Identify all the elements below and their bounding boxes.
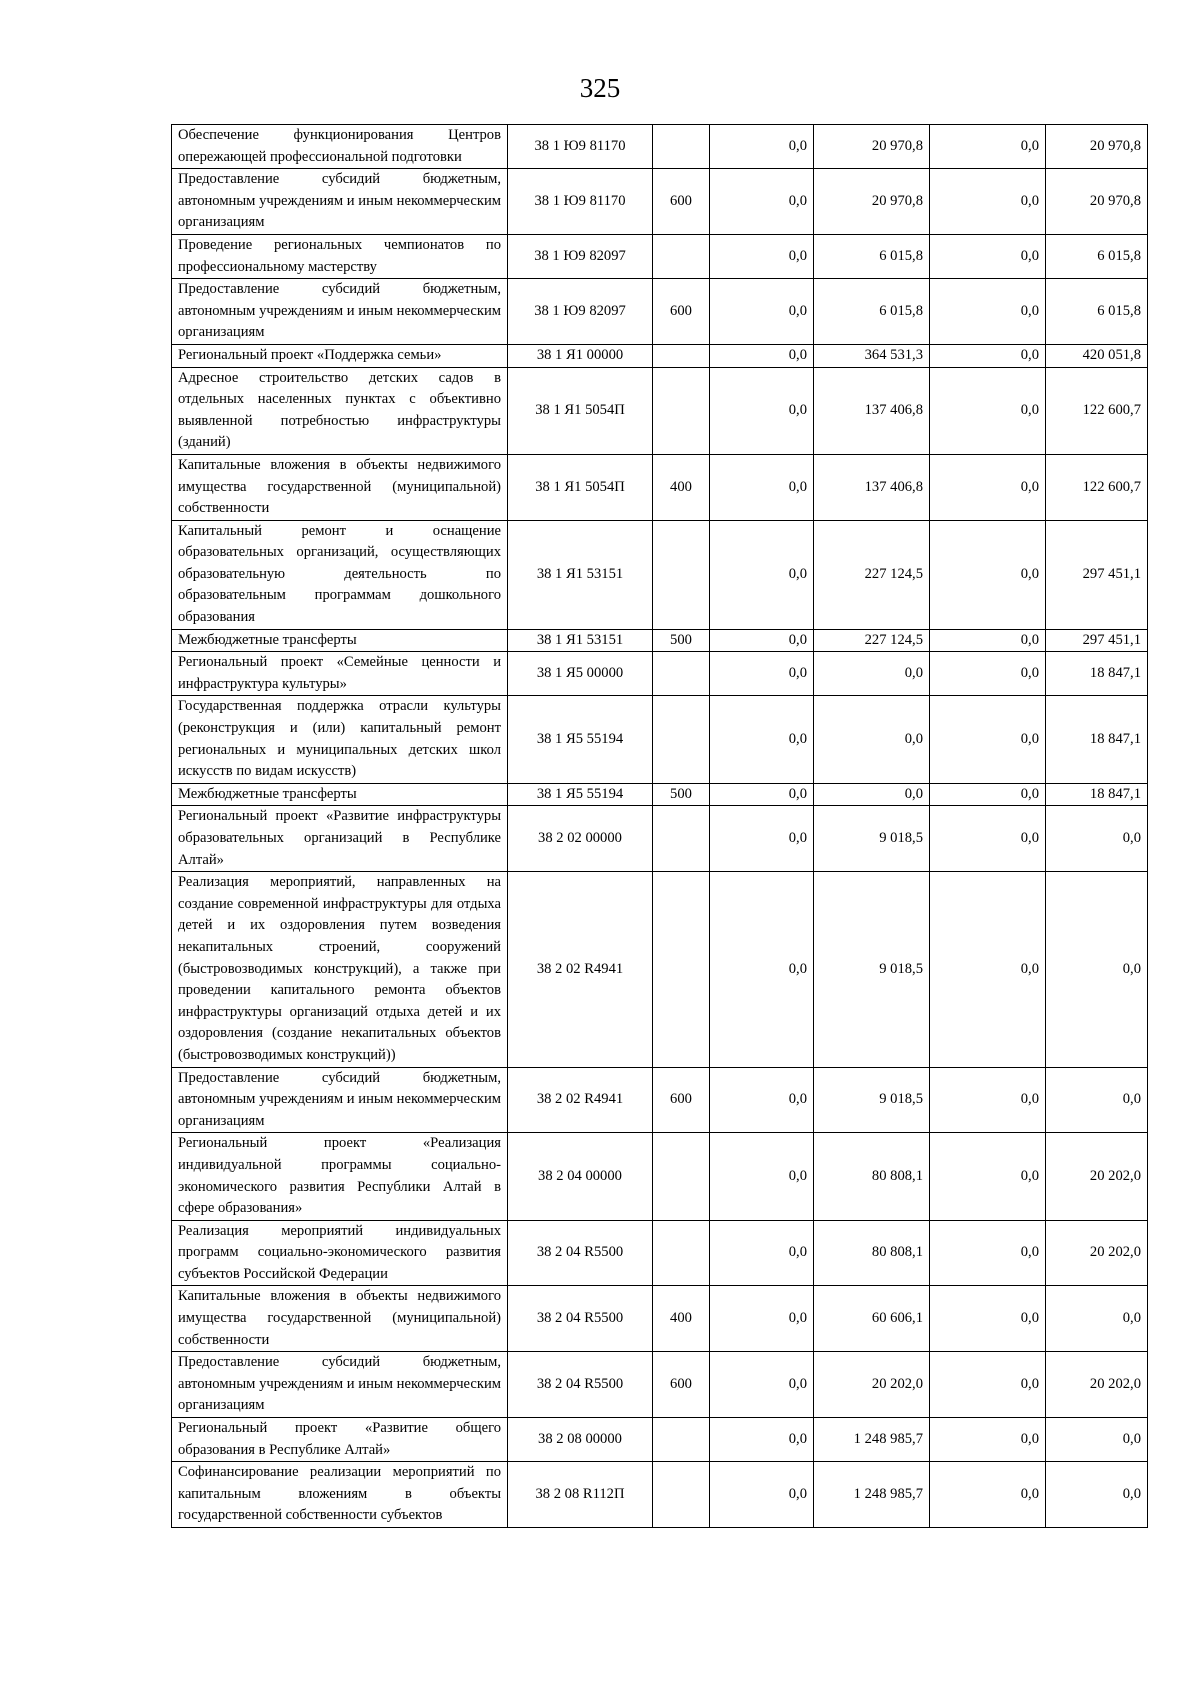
row-value-1-cell: 0,0 bbox=[710, 125, 814, 169]
row-value-1-cell: 0,0 bbox=[710, 872, 814, 1067]
row-expense-type-cell bbox=[653, 234, 710, 278]
row-value-2-cell: 364 531,3 bbox=[814, 344, 930, 367]
row-value-1-cell: 0,0 bbox=[710, 806, 814, 872]
row-code-cell: 38 1 Я5 55194 bbox=[508, 783, 653, 806]
row-value-1-cell: 0,0 bbox=[710, 1067, 814, 1133]
table-row bbox=[172, 1133, 1148, 1220]
row-value-1-cell: 0,0 bbox=[710, 783, 814, 806]
row-value-2-cell: 0,0 bbox=[814, 783, 930, 806]
row-code-cell: 38 1 Ю9 82097 bbox=[508, 279, 653, 345]
table-row bbox=[172, 783, 1148, 806]
row-code-cell: 38 2 02 R4941 bbox=[508, 1067, 653, 1133]
row-value-1-cell: 0,0 bbox=[710, 279, 814, 345]
row-value-4-cell: 6 015,8 bbox=[1046, 279, 1148, 345]
row-name-cell: Реализация мероприятий, направленных на создание современной инфраструктуры для отдыха детей и их оздоровления путем возведения некапитальных строений, сооружений (быстровозводимых конструкций), а также при проведении капитального ремонта объектов инфраструктуры организаций отдыха детей и их оздоровления (создание некапитальных объектов (быстровозводимых конструкций)) bbox=[172, 872, 508, 1067]
row-value-1-cell: 0,0 bbox=[710, 1286, 814, 1352]
row-name-cell: Региональный проект «Развитие общего образования в Республике Алтай» bbox=[172, 1418, 508, 1462]
row-value-3-cell: 0,0 bbox=[930, 1286, 1046, 1352]
row-value-3-cell: 0,0 bbox=[930, 520, 1046, 629]
row-value-4-cell: 420 051,8 bbox=[1046, 344, 1148, 367]
row-value-3-cell: 0,0 bbox=[930, 1462, 1046, 1528]
row-value-3-cell: 0,0 bbox=[930, 454, 1046, 520]
row-value-2-cell: 137 406,8 bbox=[814, 367, 930, 454]
row-value-4-cell: 297 451,1 bbox=[1046, 629, 1148, 652]
row-value-3-cell: 0,0 bbox=[930, 234, 1046, 278]
row-expense-type-cell: 400 bbox=[653, 1286, 710, 1352]
row-value-2-cell: 20 970,8 bbox=[814, 125, 930, 169]
row-value-2-cell: 9 018,5 bbox=[814, 872, 930, 1067]
row-value-4-cell: 18 847,1 bbox=[1046, 783, 1148, 806]
row-value-1-cell: 0,0 bbox=[710, 367, 814, 454]
row-code-cell: 38 2 04 00000 bbox=[508, 1133, 653, 1220]
row-value-1-cell: 0,0 bbox=[710, 1352, 814, 1418]
table-row bbox=[172, 520, 1148, 629]
row-value-4-cell: 122 600,7 bbox=[1046, 367, 1148, 454]
row-value-1-cell: 0,0 bbox=[710, 652, 814, 696]
row-value-2-cell: 9 018,5 bbox=[814, 806, 930, 872]
row-name-cell: Региональный проект «Реализация индивидуальной программы социально-экономического развития Республики Алтай в сфере образования» bbox=[172, 1133, 508, 1220]
row-value-2-cell: 20 202,0 bbox=[814, 1352, 930, 1418]
table-row bbox=[172, 367, 1148, 454]
row-value-2-cell: 1 248 985,7 bbox=[814, 1462, 930, 1528]
row-value-3-cell: 0,0 bbox=[930, 279, 1046, 345]
row-code-cell: 38 1 Ю9 82097 bbox=[508, 234, 653, 278]
row-name-cell: Капитальные вложения в объекты недвижимого имущества государственной (муниципальной) собственности bbox=[172, 1286, 508, 1352]
row-value-2-cell: 137 406,8 bbox=[814, 454, 930, 520]
row-value-3-cell: 0,0 bbox=[930, 1418, 1046, 1462]
table-row bbox=[172, 1286, 1148, 1352]
table-row bbox=[172, 1352, 1148, 1418]
row-code-cell: 38 1 Я1 53151 bbox=[508, 520, 653, 629]
row-value-3-cell: 0,0 bbox=[930, 1352, 1046, 1418]
row-name-cell: Реализация мероприятий индивидуальных программ социально-экономического развития субъектов Российской Федерации bbox=[172, 1220, 508, 1286]
row-name-cell: Предоставление субсидий бюджетным, автономным учреждениям и иным некоммерческим организациям bbox=[172, 169, 508, 235]
row-value-1-cell: 0,0 bbox=[710, 1418, 814, 1462]
row-value-3-cell: 0,0 bbox=[930, 344, 1046, 367]
row-name-cell: Проведение региональных чемпионатов по профессиональному мастерству bbox=[172, 234, 508, 278]
row-value-4-cell: 0,0 bbox=[1046, 1067, 1148, 1133]
row-value-1-cell: 0,0 bbox=[710, 454, 814, 520]
row-expense-type-cell: 600 bbox=[653, 1352, 710, 1418]
row-expense-type-cell bbox=[653, 696, 710, 783]
table-row bbox=[172, 1418, 1148, 1462]
row-expense-type-cell: 400 bbox=[653, 454, 710, 520]
row-value-4-cell: 20 970,8 bbox=[1046, 169, 1148, 235]
row-value-3-cell: 0,0 bbox=[930, 652, 1046, 696]
row-name-cell: Межбюджетные трансферты bbox=[172, 629, 508, 652]
row-expense-type-cell bbox=[653, 1462, 710, 1528]
row-value-3-cell: 0,0 bbox=[930, 806, 1046, 872]
row-name-cell: Региональный проект «Поддержка семьи» bbox=[172, 344, 508, 367]
row-expense-type-cell bbox=[653, 125, 710, 169]
row-name-cell: Предоставление субсидий бюджетным, автономным учреждениям и иным некоммерческим организациям bbox=[172, 1352, 508, 1418]
row-expense-type-cell: 600 bbox=[653, 169, 710, 235]
row-value-3-cell: 0,0 bbox=[930, 629, 1046, 652]
table-body bbox=[172, 125, 1148, 1528]
row-name-cell: Капитальные вложения в объекты недвижимого имущества государственной (муниципальной) собственности bbox=[172, 454, 508, 520]
row-expense-type-cell: 500 bbox=[653, 629, 710, 652]
row-value-1-cell: 0,0 bbox=[710, 629, 814, 652]
table-row bbox=[172, 1462, 1148, 1528]
row-code-cell: 38 1 Ю9 81170 bbox=[508, 169, 653, 235]
row-code-cell: 38 2 04 R5500 bbox=[508, 1286, 653, 1352]
table-row bbox=[172, 872, 1148, 1067]
row-name-cell: Капитальный ремонт и оснащение образовательных организаций, осуществляющих образовательную деятельность по образовательным программам дошкольного образования bbox=[172, 520, 508, 629]
row-value-2-cell: 20 970,8 bbox=[814, 169, 930, 235]
row-expense-type-cell bbox=[653, 367, 710, 454]
row-value-2-cell: 80 808,1 bbox=[814, 1133, 930, 1220]
row-value-3-cell: 0,0 bbox=[930, 125, 1046, 169]
row-expense-type-cell: 500 bbox=[653, 783, 710, 806]
row-code-cell: 38 2 02 00000 bbox=[508, 806, 653, 872]
row-value-4-cell: 297 451,1 bbox=[1046, 520, 1148, 629]
table-row bbox=[172, 1220, 1148, 1286]
row-value-2-cell: 227 124,5 bbox=[814, 520, 930, 629]
row-value-2-cell: 1 248 985,7 bbox=[814, 1418, 930, 1462]
table-row bbox=[172, 344, 1148, 367]
table-row bbox=[172, 125, 1148, 169]
row-expense-type-cell: 600 bbox=[653, 1067, 710, 1133]
row-value-2-cell: 9 018,5 bbox=[814, 1067, 930, 1133]
row-value-4-cell: 6 015,8 bbox=[1046, 234, 1148, 278]
row-value-2-cell: 60 606,1 bbox=[814, 1286, 930, 1352]
row-value-4-cell: 0,0 bbox=[1046, 1418, 1148, 1462]
row-code-cell: 38 1 Я5 55194 bbox=[508, 696, 653, 783]
table-row bbox=[172, 454, 1148, 520]
row-value-1-cell: 0,0 bbox=[710, 1220, 814, 1286]
row-value-1-cell: 0,0 bbox=[710, 169, 814, 235]
row-value-2-cell: 6 015,8 bbox=[814, 234, 930, 278]
row-expense-type-cell: 600 bbox=[653, 279, 710, 345]
row-code-cell: 38 2 02 R4941 bbox=[508, 872, 653, 1067]
row-expense-type-cell bbox=[653, 520, 710, 629]
row-value-3-cell: 0,0 bbox=[930, 1220, 1046, 1286]
row-value-2-cell: 80 808,1 bbox=[814, 1220, 930, 1286]
table-row bbox=[172, 234, 1148, 278]
row-name-cell: Софинансирование реализации мероприятий по капитальным вложениям в объекты государственной собственности субъектов bbox=[172, 1462, 508, 1528]
row-value-3-cell: 0,0 bbox=[930, 1133, 1046, 1220]
row-value-1-cell: 0,0 bbox=[710, 520, 814, 629]
page-number: 325 bbox=[579, 73, 621, 103]
row-value-4-cell: 20 970,8 bbox=[1046, 125, 1148, 169]
row-value-3-cell: 0,0 bbox=[930, 169, 1046, 235]
row-value-1-cell: 0,0 bbox=[710, 1462, 814, 1528]
row-value-3-cell: 0,0 bbox=[930, 696, 1046, 783]
row-name-cell: Региональный проект «Развитие инфраструктуры образовательных организаций в Республике Алтай» bbox=[172, 806, 508, 872]
table-row bbox=[172, 696, 1148, 783]
row-expense-type-cell bbox=[653, 872, 710, 1067]
row-value-4-cell: 18 847,1 bbox=[1046, 652, 1148, 696]
row-name-cell: Предоставление субсидий бюджетным, автономным учреждениям и иным некоммерческим организациям bbox=[172, 279, 508, 345]
row-expense-type-cell bbox=[653, 1220, 710, 1286]
row-code-cell: 38 1 Ю9 81170 bbox=[508, 125, 653, 169]
budget-table bbox=[171, 124, 1148, 1528]
row-code-cell: 38 1 Я5 00000 bbox=[508, 652, 653, 696]
row-name-cell: Региональный проект «Семейные ценности и инфраструктура культуры» bbox=[172, 652, 508, 696]
row-value-3-cell: 0,0 bbox=[930, 783, 1046, 806]
row-value-2-cell: 227 124,5 bbox=[814, 629, 930, 652]
row-code-cell: 38 2 08 R112П bbox=[508, 1462, 653, 1528]
row-value-3-cell: 0,0 bbox=[930, 1067, 1046, 1133]
row-code-cell: 38 2 04 R5500 bbox=[508, 1220, 653, 1286]
row-value-4-cell: 0,0 bbox=[1046, 1286, 1148, 1352]
row-value-2-cell: 6 015,8 bbox=[814, 279, 930, 345]
table-row bbox=[172, 629, 1148, 652]
row-code-cell: 38 1 Я1 00000 bbox=[508, 344, 653, 367]
table-row bbox=[172, 806, 1148, 872]
row-code-cell: 38 2 04 R5500 bbox=[508, 1352, 653, 1418]
row-name-cell: Межбюджетные трансферты bbox=[172, 783, 508, 806]
row-code-cell: 38 1 Я1 53151 bbox=[508, 629, 653, 652]
row-value-3-cell: 0,0 bbox=[930, 872, 1046, 1067]
table-row bbox=[172, 652, 1148, 696]
row-expense-type-cell bbox=[653, 806, 710, 872]
row-value-1-cell: 0,0 bbox=[710, 234, 814, 278]
row-value-4-cell: 20 202,0 bbox=[1046, 1220, 1148, 1286]
row-expense-type-cell bbox=[653, 344, 710, 367]
row-value-2-cell: 0,0 bbox=[814, 696, 930, 783]
row-value-4-cell: 20 202,0 bbox=[1046, 1352, 1148, 1418]
row-code-cell: 38 2 08 00000 bbox=[508, 1418, 653, 1462]
row-value-3-cell: 0,0 bbox=[930, 367, 1046, 454]
row-value-4-cell: 0,0 bbox=[1046, 806, 1148, 872]
table-row bbox=[172, 279, 1148, 345]
table-row bbox=[172, 1067, 1148, 1133]
row-name-cell: Адресное строительство детских садов в отдельных населенных пунктах с объективно выявленной потребностью инфраструктуры (зданий) bbox=[172, 367, 508, 454]
row-value-1-cell: 0,0 bbox=[710, 1133, 814, 1220]
row-name-cell: Обеспечение функционирования Центров опережающей профессиональной подготовки bbox=[172, 125, 508, 169]
row-expense-type-cell bbox=[653, 1133, 710, 1220]
row-value-2-cell: 0,0 bbox=[814, 652, 930, 696]
row-value-4-cell: 0,0 bbox=[1046, 872, 1148, 1067]
row-value-1-cell: 0,0 bbox=[710, 696, 814, 783]
row-name-cell: Государственная поддержка отрасли культуры (реконструкция и (или) капитальный ремонт региональных и муниципальных детских школ искусств по видам искусств) bbox=[172, 696, 508, 783]
row-value-4-cell: 122 600,7 bbox=[1046, 454, 1148, 520]
row-code-cell: 38 1 Я1 5054П bbox=[508, 367, 653, 454]
row-value-4-cell: 18 847,1 bbox=[1046, 696, 1148, 783]
table-row bbox=[172, 169, 1148, 235]
row-name-cell: Предоставление субсидий бюджетным, автономным учреждениям и иным некоммерческим организациям bbox=[172, 1067, 508, 1133]
row-code-cell: 38 1 Я1 5054П bbox=[508, 454, 653, 520]
row-value-4-cell: 0,0 bbox=[1046, 1462, 1148, 1528]
row-expense-type-cell bbox=[653, 652, 710, 696]
row-value-4-cell: 20 202,0 bbox=[1046, 1133, 1148, 1220]
row-expense-type-cell bbox=[653, 1418, 710, 1462]
row-value-1-cell: 0,0 bbox=[710, 344, 814, 367]
